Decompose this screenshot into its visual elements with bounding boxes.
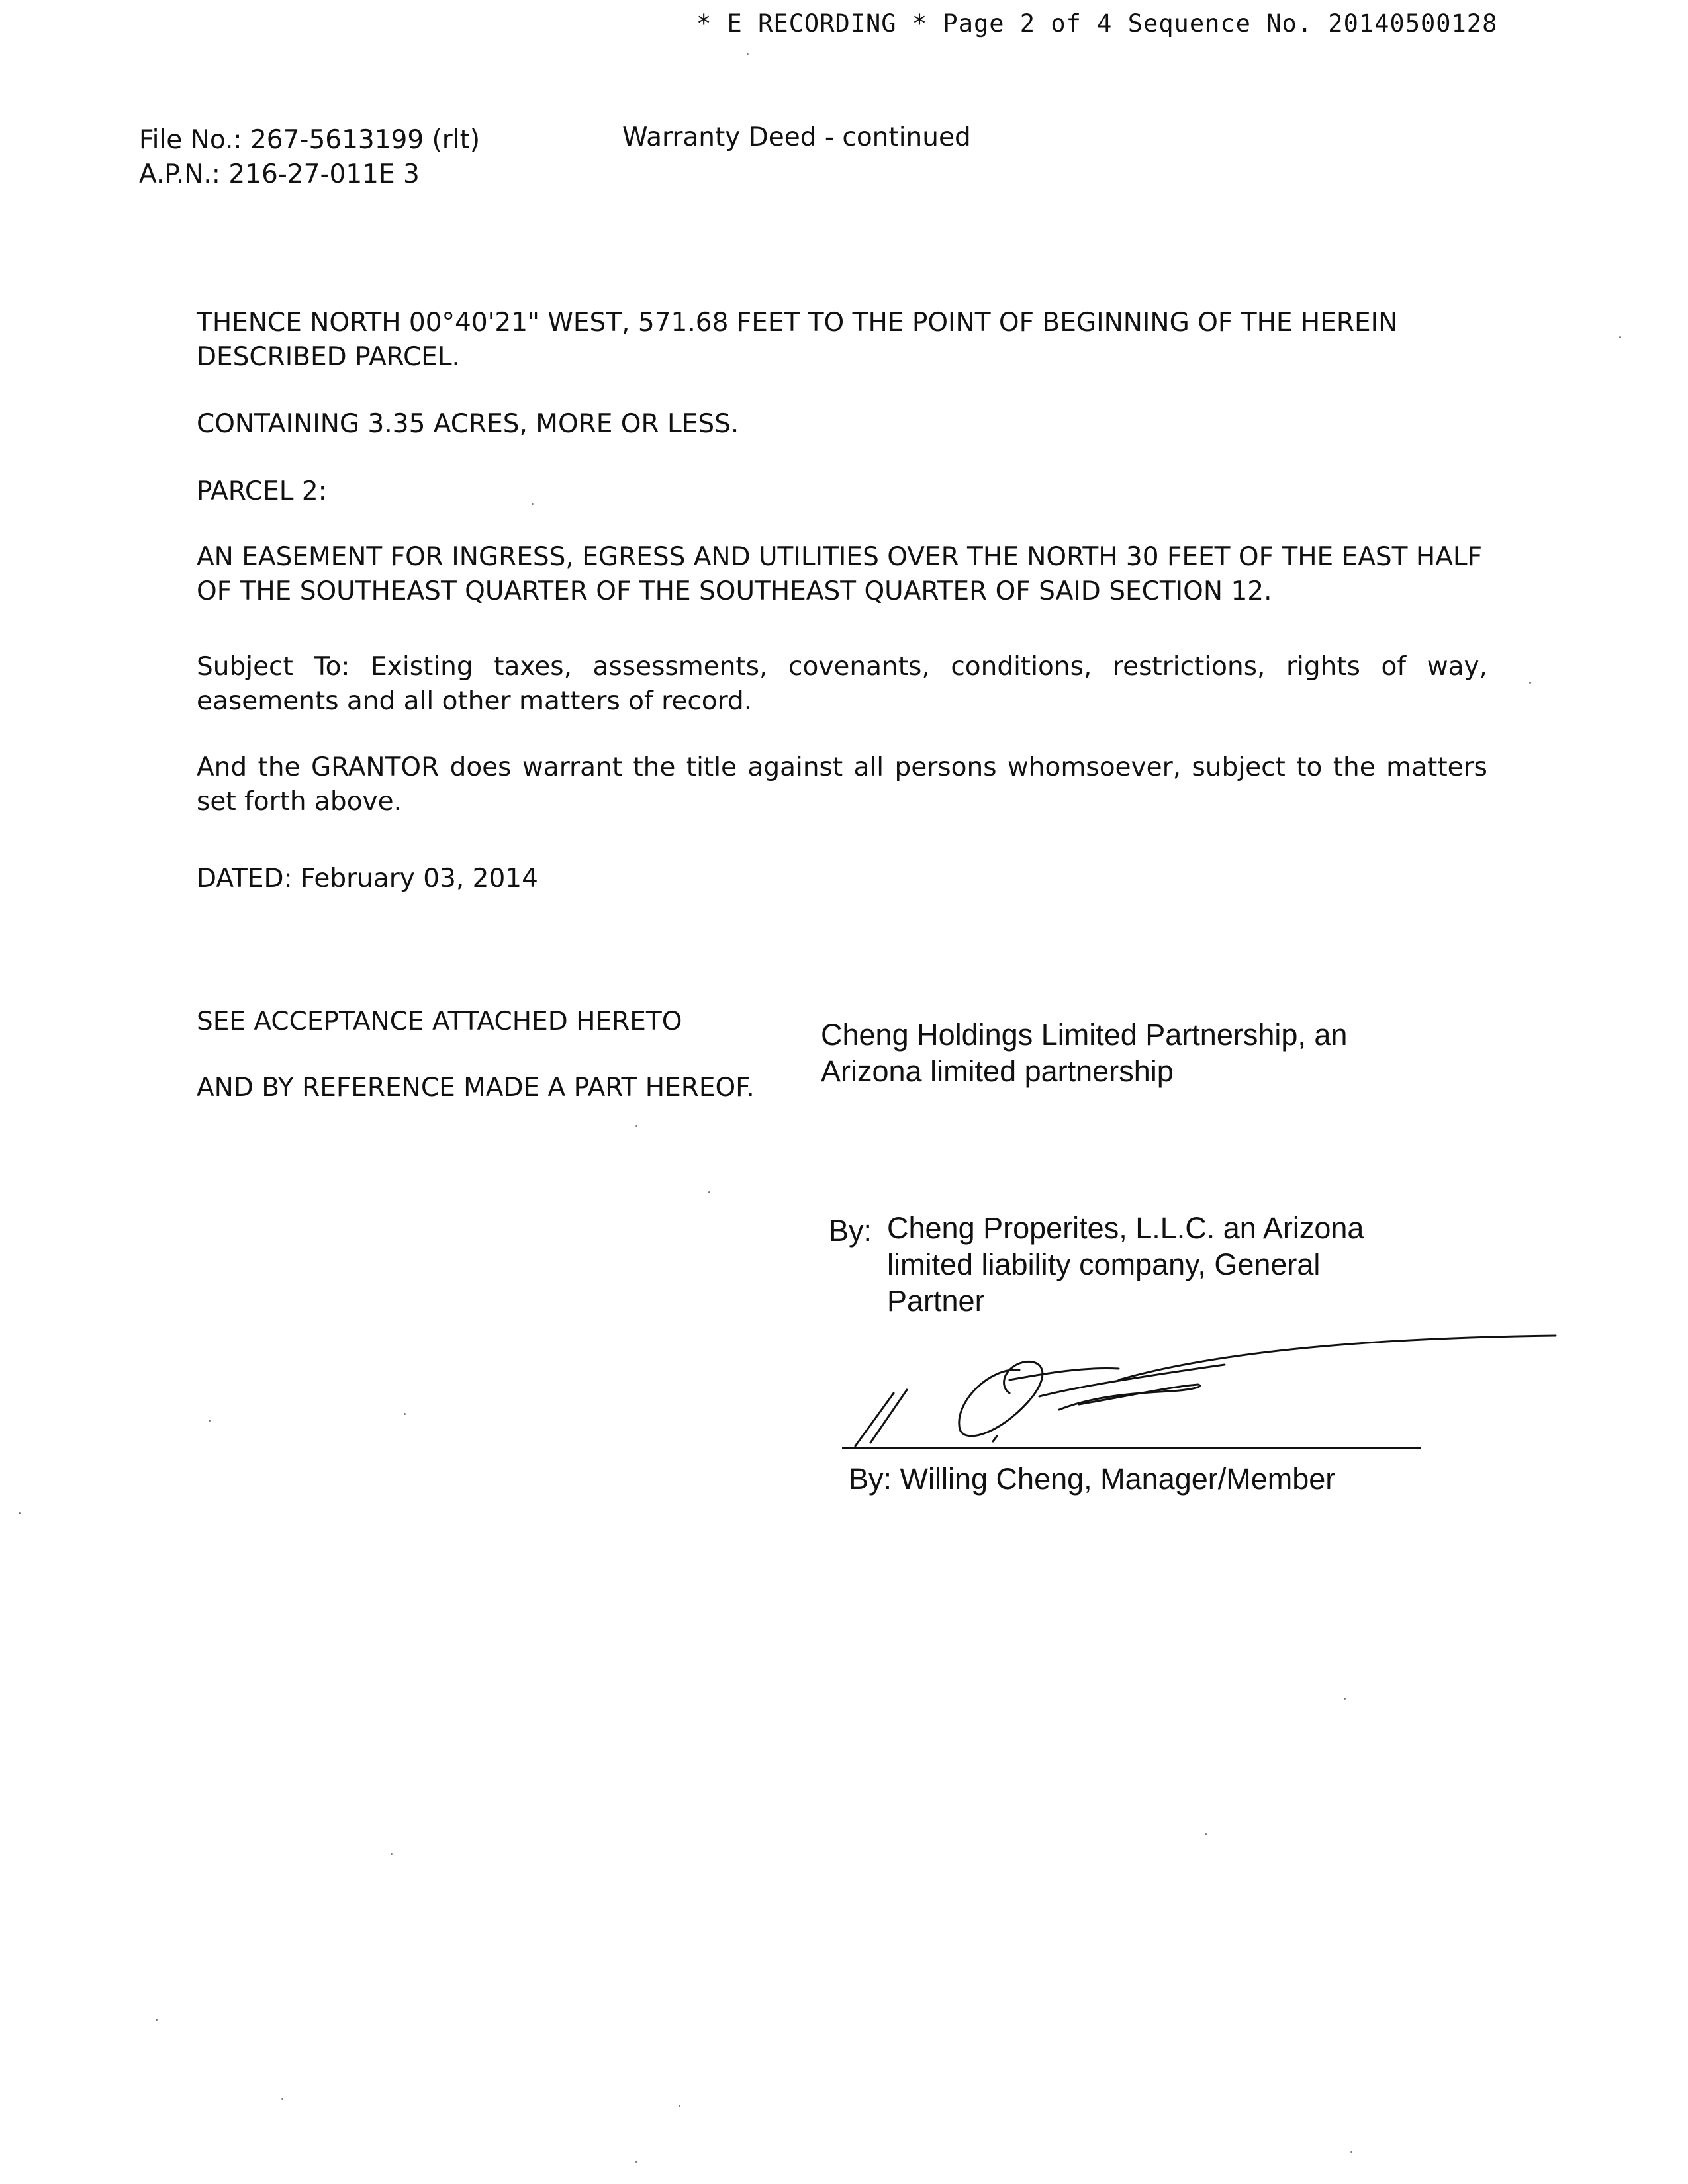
easement-line1: AN EASEMENT FOR INGRESS, EGRESS AND UTILITIES OVER THE NORTH 30 FEET OF THE EAST HALF <box>197 542 1483 572</box>
parcel-heading: PARCEL 2: <box>197 477 327 506</box>
scan-speck <box>391 1853 393 1855</box>
warranty-paragraph: And the GRANTOR does warrant the title against all persons whomsoever, subject to the matters set forth above. <box>197 752 1487 817</box>
scan-speck <box>1529 682 1531 684</box>
acceptance-line2: AND BY REFERENCE MADE A PART HEREOF. <box>197 1073 755 1103</box>
scan-speck <box>532 503 534 505</box>
handwritten-signature <box>841 1330 1575 1456</box>
thence-paragraph <box>197 306 1487 375</box>
general-partner-block <box>887 1210 1364 1319</box>
scan-speck <box>209 1420 211 1422</box>
grantor-name <box>821 1017 1347 1089</box>
acceptance-line1: SEE ACCEPTANCE ATTACHED HERETO <box>197 1007 682 1036</box>
scan-speck <box>281 2098 283 2100</box>
signer-name: By: Willing Cheng, Manager/Member <box>849 1462 1336 1496</box>
scan-speck <box>1350 2151 1352 2153</box>
general-partner-line1: Cheng Properites, L.L.C. an Arizona <box>887 1211 1364 1245</box>
scan-speck <box>635 2161 637 2163</box>
containing-paragraph: CONTAINING 3.35 ACRES, MORE OR LESS. <box>197 409 739 439</box>
scan-speck <box>156 2019 158 2021</box>
apn-number: A.P.N.: 216-27-011E 3 <box>139 159 420 189</box>
scan-speck <box>1619 336 1621 338</box>
scan-speck <box>635 1125 637 1127</box>
signature-line <box>842 1447 1421 1449</box>
scan-speck <box>404 1413 406 1415</box>
scan-speck <box>708 1191 710 1193</box>
file-number: File No.: 267-5613199 (rlt) <box>139 125 481 155</box>
by-label: By: <box>829 1214 872 1248</box>
scan-speck <box>19 1512 21 1514</box>
subject-to-paragraph: Subject To: Existing taxes, assessments, covenants, conditions, restrictions, rights of way, easements and all other matters of record. <box>197 652 1487 716</box>
grantor-line2: Arizona limited partnership <box>821 1054 1174 1088</box>
recording-stamp: * E RECORDING * Page 2 of 4 Sequence No. 20140500128 <box>696 9 1498 38</box>
easement-paragraph <box>197 540 1487 609</box>
grantor-line1: Cheng Holdings Limited Partnership, an <box>821 1018 1348 1052</box>
scan-speck <box>679 2105 680 2107</box>
document-title: Warranty Deed - continued <box>622 122 971 152</box>
scan-speck <box>1344 1698 1346 1700</box>
thence-line1: THENCE NORTH 00°40'21" WEST, 571.68 FEET TO THE POINT OF BEGINNING OF THE HEREIN <box>197 308 1398 338</box>
easement-line2: OF THE SOUTHEAST QUARTER OF THE SOUTHEAST QUARTER OF SAID SECTION 12. <box>197 576 1272 606</box>
scan-speck <box>747 53 749 55</box>
general-partner-line3: Partner <box>887 1284 985 1318</box>
dated-line: DATED: February 03, 2014 <box>197 864 538 893</box>
general-partner-line2: limited liability company, General <box>887 1248 1321 1281</box>
file-info <box>139 123 480 192</box>
scan-speck <box>1205 1833 1207 1835</box>
thence-line2: DESCRIBED PARCEL. <box>197 342 460 372</box>
